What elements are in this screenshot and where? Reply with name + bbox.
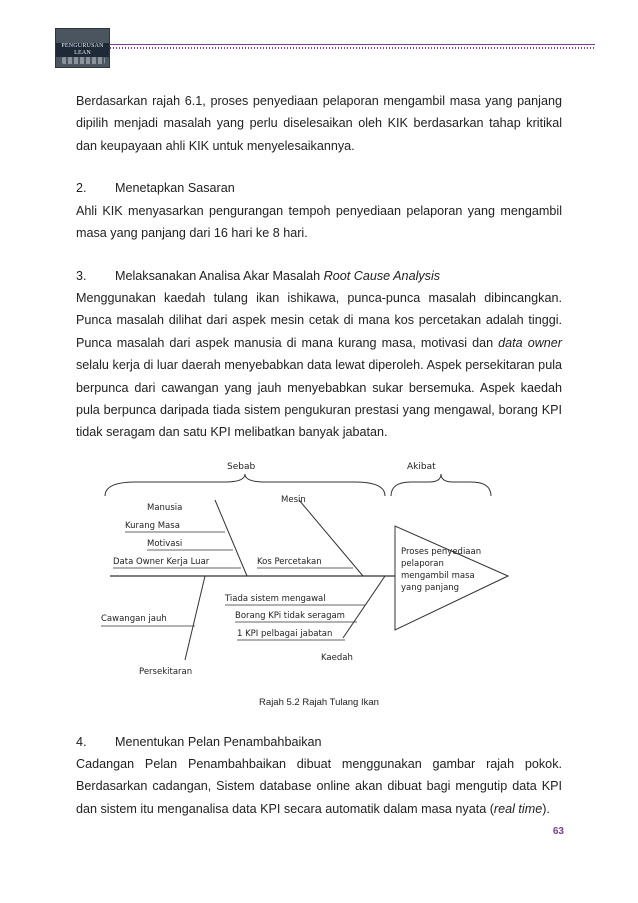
section-2-number: 2. <box>76 181 87 195</box>
section-4-body <box>76 753 562 820</box>
section-3-body-b: selalu kerja di luar daerah menyebabkan data lewat diperoleh. Aspek persekitaran pula berpunca dari cawangan yang jauh menyebabkan sukar bersemuka. Aspek kaedah pula berpunca daripada tiada sistem pengukuran prestasi yang mengawal, borang KPI tidak seragam dan satu KPI melibatkan banyak jabatan. <box>76 358 562 440</box>
kurang-masa-label: Kurang Masa <box>125 521 180 531</box>
effect-line1: Proses penyediaan <box>401 547 482 557</box>
logo-line1: PENGURUSAN <box>61 43 104 49</box>
section-2-body: Ahli KIK menyasarkan pengurangan tempoh penyediaan pelaporan yang mengambil masa yang panjang dari 16 hari ke 8 hari. <box>76 204 562 241</box>
section-3-heading <box>76 266 440 286</box>
section-4-body-b: ). <box>542 801 550 816</box>
section-4-heading <box>76 732 322 752</box>
section-3-body-italic: data owner <box>498 335 562 350</box>
intro-paragraph: Berdasarkan rajah 6.1, proses penyediaan pelaporan mengambil masa yang panjang dipilih menjadi masalah yang perlu diselesaikan oleh KIK berdasarkan tahap kritikal dan keupayaan ahli KIK untuk menyelesaikannya. <box>76 94 562 153</box>
kaedah-label: Kaedah <box>321 653 353 663</box>
kaedah-bone <box>343 576 385 638</box>
sebab-brace <box>105 474 385 496</box>
page-number: 63 <box>552 826 564 837</box>
fishbone-svg <box>95 460 530 690</box>
section-3-title-italic: Root Cause Analysis <box>323 269 441 283</box>
section-3-title: Melaksanakan Analisa Akar Masalah <box>115 269 324 283</box>
section-4-title: Menentukan Pelan Penambahbaikan <box>115 735 322 749</box>
effect-line2: pelaporan <box>401 559 444 569</box>
figure-caption: Rajah 5.2 Rajah Tulang Ikan <box>259 697 379 708</box>
motivasi-label: Motivasi <box>147 539 183 549</box>
logo-line2: LEAN <box>74 50 91 56</box>
section-2-heading <box>76 178 235 198</box>
header-dotted-rule <box>110 47 595 49</box>
effect-line4: yang panjang <box>401 583 460 593</box>
data-owner-label: Data Owner Kerja Luar <box>113 557 210 567</box>
lean-logo <box>55 28 110 68</box>
satu-kpi-label: 1 KPI pelbagai jabatan <box>237 629 333 639</box>
sebab-label: Sebab <box>227 462 256 472</box>
tiada-sistem-label: Tiada sistem mengawal <box>225 594 326 604</box>
section-3-number: 3. <box>76 269 87 283</box>
section-4-body-italic: real time <box>493 801 543 816</box>
section-3-body-a: Menggunakan kaedah tulang ikan ishikawa, punca-punca masalah dibincangkan. Punca masalah dilihat dari aspek mesin cetak di mana kos percetakan adalah tinggi. Punca masalah dari aspek manusia di mana kurang masa, motivasi dan <box>76 291 562 350</box>
section-3-body <box>76 287 562 444</box>
borang-kpi-label: Borang KPi tidak seragam <box>235 611 345 621</box>
logo-text <box>56 43 109 57</box>
fishbone-diagram <box>95 460 530 690</box>
section-4-body-a: Cadangan Pelan Penambahbaikan dibuat menggunakan gambar rajah pokok. Berdasarkan cadangan, Sistem database online akan dibuat bagi mengutip data KPI dan sistem itu menganalisa data KPI secara automatik dalam masa nyata ( <box>76 757 562 816</box>
manusia-bone <box>215 500 247 576</box>
akibat-label: Akibat <box>407 462 436 472</box>
persekitaran-label: Persekitaran <box>139 667 193 677</box>
persekitaran-bone <box>185 576 205 660</box>
kos-percetakan-label: Kos Percetakan <box>257 557 322 567</box>
mesin-label: Mesin <box>281 495 306 505</box>
effect-line3: mengambil masa <box>401 571 475 581</box>
manusia-label: Manusia <box>147 503 183 513</box>
akibat-brace <box>391 474 491 496</box>
section-2-title: Menetapkan Sasaran <box>115 181 235 195</box>
header-rule <box>110 44 595 45</box>
cawangan-jauh-label: Cawangan jauh <box>101 614 167 624</box>
section-4-number: 4. <box>76 735 87 749</box>
typewriter-keys-graphic <box>62 57 105 64</box>
